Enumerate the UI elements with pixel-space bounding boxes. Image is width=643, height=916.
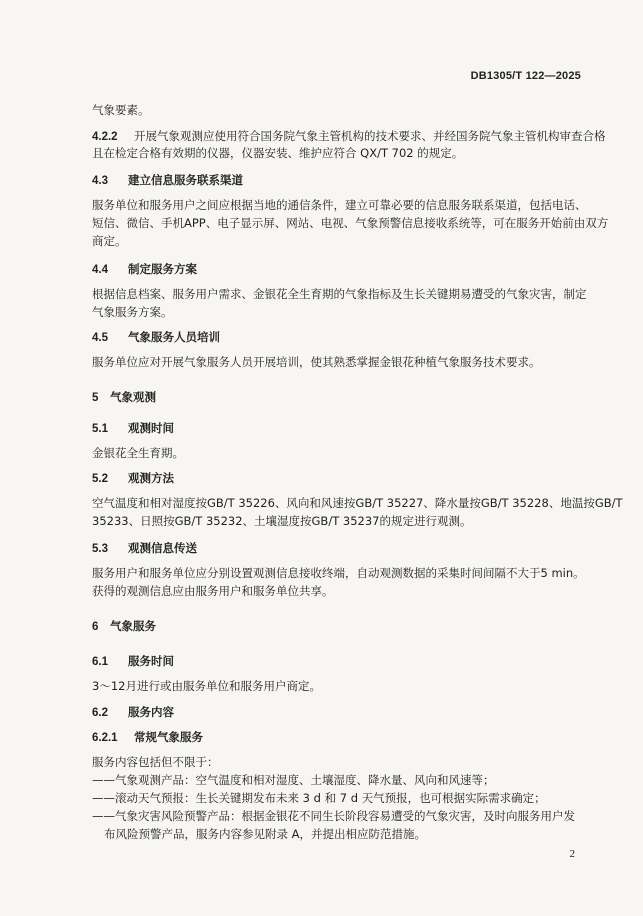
clause-number: 4.2.2	[92, 131, 118, 143]
section-number: 4.3	[92, 175, 108, 187]
list-item: ——气象观测产品：空气温度和相对湿度、土壤湿度、降水量、风向和风速等；	[92, 773, 495, 787]
body-text: 获得的观测信息应由服务用户和服务单位共享。	[92, 584, 334, 598]
section-number: 5.1	[92, 423, 108, 435]
clause-4-2-2: 4.2.2 开展气象观测应使用符合国务院气象主管机构的技术要求、并经国务院气象主管机构审查合格	[92, 129, 606, 143]
section-heading-6-2: 6.2 服务内容	[92, 705, 174, 719]
body-text: 短信、微信、手机APP、电子显示屏、网站、电视、气象预警信息接收系统等，可在服务开始前由双方	[92, 216, 609, 230]
list-item: ——气象灾害风险预警产品：根据金银花不同生长阶段容易遭受的气象灾害，及时向服务用户发	[92, 809, 575, 823]
body-text: 服务单位和服务用户之间应根据当地的通信条件，建立可靠必要的信息服务联系渠道，包括电话、	[92, 198, 587, 212]
body-text: 空气温度和相对湿度按GB/T 35226、风向和风速按GB/T 35227、降水量按GB/T 35228、地温按GB/T	[92, 496, 623, 510]
clause-heading-6-2-1: 6.2.1 常规气象服务	[92, 730, 203, 744]
chapter-heading-6: 6 气象服务	[92, 619, 156, 633]
body-text: 气象服务方案。	[92, 305, 173, 319]
body-text: 服务用户和服务单位应分别设置观测信息接收终端，自动观测数据的采集时间间隔不大于5 min。	[92, 566, 585, 580]
chapter-heading-5: 5 气象观测	[92, 390, 156, 404]
body-text: 35233、日照按GB/T 35232、土壤湿度按GB/T 35237的规定进行观测。	[92, 514, 472, 528]
section-number: 6.1	[92, 656, 108, 668]
list-item-continuation: 布风险预警产品，服务内容参见附录 A，并提出相应防范措施。	[104, 827, 427, 841]
body-text: 金银花全生育期。	[92, 446, 184, 460]
clause-number: 6.2.1	[92, 732, 118, 744]
section-number: 6.2	[92, 707, 108, 719]
section-heading-5-1: 5.1 观测时间	[92, 421, 174, 435]
section-heading-6-1: 6.1 服务时间	[92, 654, 174, 668]
document-number: DB1305/T 122—2025	[470, 70, 581, 82]
body-text: 且在检定合格有效期的仪器，仪器安装、维护应符合 QX/T 702 的规定。	[92, 146, 464, 160]
section-heading-4-4: 4.4 制定服务方案	[92, 262, 197, 276]
section-number: 5.3	[92, 543, 108, 555]
section-heading-4-5: 4.5 气象服务人员培训	[92, 330, 220, 344]
section-heading-5-3: 5.3 观测信息传送	[92, 541, 197, 555]
page-number: 2	[569, 848, 575, 860]
chapter-number: 6	[92, 621, 99, 633]
section-number: 4.4	[92, 264, 108, 276]
body-text: 3～12月进行或由服务单位和服务用户商定。	[92, 679, 321, 693]
section-heading-5-2: 5.2 观测方法	[92, 471, 174, 485]
section-heading-4-3: 4.3 建立信息服务联系渠道	[92, 173, 243, 187]
section-number: 4.5	[92, 332, 108, 344]
body-text: 服务内容包括但不限于：	[92, 755, 219, 769]
chapter-number: 5	[92, 392, 99, 404]
body-text: 根据信息档案、服务用户需求、金银花全生育期的气象指标及生长关键期易遭受的气象灾害，制定	[92, 287, 587, 301]
body-text: 气象要素。	[92, 103, 150, 117]
list-item: ——滚动天气预报：生长关键期发布未来 3 d 和 7 d 天气预报，也可根据实际需求确定；	[92, 791, 546, 805]
body-text: 服务单位应对开展气象服务人员开展培训，使其熟悉掌握金银花种植气象服务技术要求。	[92, 355, 541, 369]
section-number: 5.2	[92, 473, 108, 485]
body-text: 商定。	[92, 234, 127, 248]
